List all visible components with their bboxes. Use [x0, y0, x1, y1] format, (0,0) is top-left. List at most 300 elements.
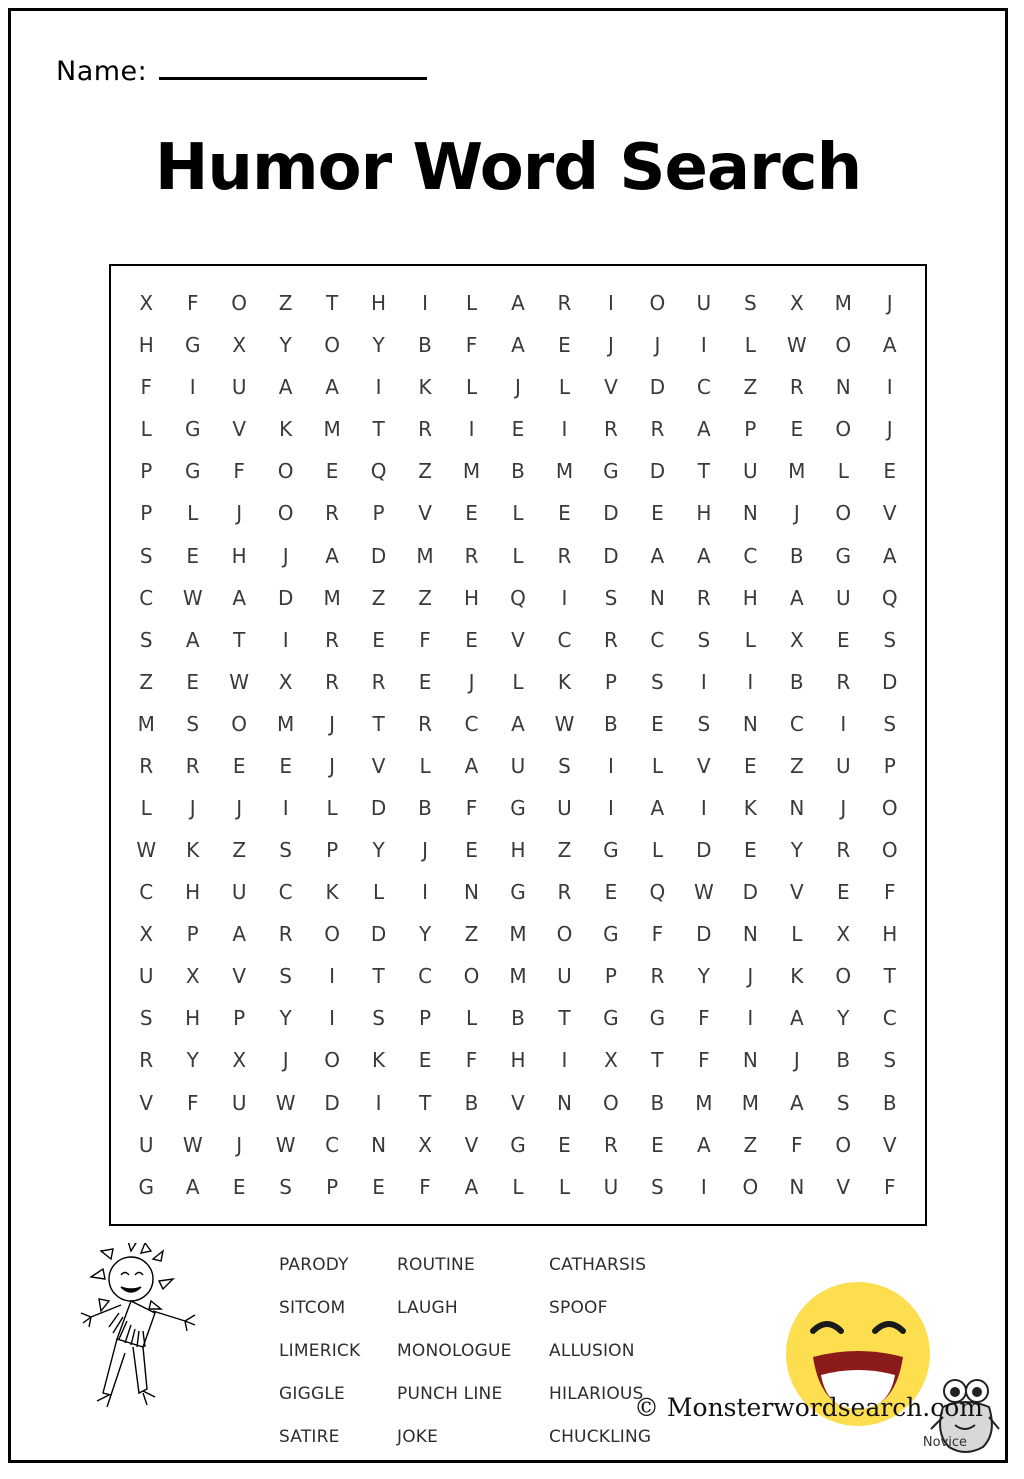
grid-cell[interactable]: E — [883, 459, 897, 484]
grid-cell[interactable]: I — [607, 291, 614, 316]
grid-cell[interactable]: D — [370, 922, 387, 947]
grid-cell[interactable]: D — [696, 922, 712, 947]
grid-cell[interactable]: O — [277, 501, 294, 526]
grid-cell[interactable]: R — [557, 291, 572, 316]
grid-cell[interactable]: R — [836, 838, 851, 863]
grid-cell[interactable]: W — [786, 333, 807, 358]
grid-cell[interactable]: J — [840, 795, 847, 820]
grid-cell[interactable]: D — [882, 669, 898, 694]
grid-cell[interactable]: A — [464, 753, 479, 778]
word-list-item[interactable]: PARODY — [279, 1254, 349, 1275]
grid-cell[interactable]: R — [278, 922, 293, 947]
grid-cell[interactable]: W — [229, 669, 250, 694]
grid-cell[interactable]: Y — [790, 838, 803, 863]
grid-cell[interactable]: U — [603, 1174, 619, 1199]
grid-cell[interactable]: F — [698, 1006, 710, 1031]
grid-cell[interactable]: E — [465, 627, 478, 652]
grid-cell[interactable]: M — [137, 711, 155, 736]
grid-cell[interactable]: E — [744, 838, 757, 863]
grid-cell[interactable]: V — [139, 1090, 154, 1115]
grid-cell[interactable]: B — [789, 669, 804, 694]
grid-cell[interactable]: O — [835, 333, 852, 358]
grid-cell[interactable]: C — [139, 880, 154, 905]
word-list-item[interactable]: LAUGH — [397, 1297, 458, 1318]
grid-cell[interactable]: A — [185, 1174, 200, 1199]
grid-cell[interactable]: A — [697, 417, 711, 442]
grid-cell[interactable]: I — [747, 669, 754, 694]
grid-cell[interactable]: D — [696, 838, 712, 863]
grid-cell[interactable]: P — [186, 922, 199, 947]
grid-cell[interactable]: U — [138, 1132, 154, 1157]
grid-cell[interactable]: H — [463, 585, 480, 610]
grid-cell[interactable]: A — [511, 291, 525, 316]
grid-cell[interactable]: Y — [372, 333, 385, 358]
grid-cell[interactable]: P — [604, 964, 617, 989]
grid-cell[interactable]: I — [468, 417, 475, 442]
grid-cell[interactable]: I — [607, 753, 614, 778]
grid-cell[interactable]: O — [649, 291, 666, 316]
grid-cell[interactable]: S — [372, 1006, 385, 1031]
grid-cell[interactable]: S — [558, 753, 571, 778]
grid-cell[interactable]: J — [515, 375, 521, 400]
grid-cell[interactable]: S — [139, 543, 153, 568]
grid-cell[interactable]: T — [418, 1090, 432, 1115]
grid-cell[interactable]: X — [604, 1048, 618, 1073]
grid-cell[interactable]: F — [186, 1090, 199, 1115]
grid-cell[interactable]: O — [231, 291, 248, 316]
grid-cell[interactable]: O — [463, 964, 480, 989]
grid-cell[interactable]: J — [329, 711, 336, 736]
grid-cell[interactable]: L — [512, 501, 524, 526]
word-list-item[interactable]: HILARIOUS — [549, 1383, 644, 1404]
grid-cell[interactable]: K — [325, 880, 339, 905]
grid-cell[interactable]: S — [883, 711, 897, 736]
grid-cell[interactable]: N — [742, 501, 758, 526]
grid-cell[interactable]: O — [324, 333, 340, 358]
grid-cell[interactable]: L — [140, 795, 152, 820]
grid-cell[interactable]: V — [697, 753, 711, 778]
grid-cell[interactable]: M — [323, 585, 341, 610]
grid-cell[interactable]: N — [649, 585, 665, 610]
grid-cell[interactable]: U — [696, 291, 712, 316]
grid-cell[interactable]: L — [465, 1006, 478, 1031]
grid-cell[interactable]: Y — [186, 1048, 199, 1073]
grid-cell[interactable]: E — [465, 501, 478, 526]
grid-cell[interactable]: X — [139, 922, 154, 947]
grid-cell[interactable]: A — [325, 543, 339, 568]
grid-cell[interactable]: Z — [743, 1132, 758, 1157]
grid-cell[interactable]: J — [654, 333, 661, 358]
grid-cell[interactable]: X — [232, 333, 247, 358]
grid-cell[interactable]: I — [747, 1006, 754, 1031]
grid-cell[interactable]: C — [743, 543, 758, 568]
grid-cell[interactable]: I — [700, 669, 707, 694]
grid-cell[interactable]: U — [231, 375, 247, 400]
grid-cell[interactable]: W — [136, 838, 157, 863]
grid-cell[interactable]: E — [744, 753, 757, 778]
grid-cell[interactable]: B — [418, 333, 432, 358]
grid-cell[interactable]: X — [789, 627, 804, 652]
grid-cell[interactable]: D — [370, 543, 387, 568]
grid-cell[interactable]: U — [138, 964, 154, 989]
grid-cell[interactable]: S — [697, 711, 711, 736]
grid-cell[interactable]: X — [836, 922, 851, 947]
grid-cell[interactable]: Q — [881, 585, 898, 610]
grid-cell[interactable]: D — [649, 375, 666, 400]
grid-cell[interactable]: M — [462, 459, 481, 484]
grid-cell[interactable]: J — [236, 795, 243, 820]
grid-cell[interactable]: U — [510, 753, 526, 778]
grid-cell[interactable]: W — [275, 1090, 296, 1115]
grid-cell[interactable]: N — [742, 711, 758, 736]
grid-cell[interactable]: L — [419, 753, 431, 778]
grid-cell[interactable]: C — [464, 711, 479, 736]
grid-cell[interactable]: F — [883, 1174, 896, 1199]
grid-cell[interactable]: I — [700, 333, 707, 358]
grid-cell[interactable]: R — [603, 627, 618, 652]
grid-cell[interactable]: T — [326, 291, 339, 316]
grid-cell[interactable]: X — [789, 291, 804, 316]
grid-cell[interactable]: S — [279, 964, 292, 989]
grid-cell[interactable]: E — [558, 1132, 571, 1157]
grid-cell[interactable]: M — [416, 543, 434, 568]
grid-cell[interactable]: I — [189, 375, 196, 400]
grid-cell[interactable]: M — [509, 922, 527, 947]
grid-cell[interactable]: Y — [697, 964, 710, 989]
grid-cell[interactable]: R — [603, 1132, 618, 1157]
grid-cell[interactable]: U — [835, 753, 851, 778]
grid-cell[interactable]: C — [650, 627, 665, 652]
grid-cell[interactable]: S — [651, 1174, 664, 1199]
grid-cell[interactable]: R — [789, 375, 804, 400]
grid-cell[interactable]: J — [282, 543, 289, 568]
grid-cell[interactable]: P — [883, 753, 896, 778]
grid-cell[interactable]: I — [329, 964, 336, 989]
grid-cell[interactable]: P — [140, 459, 153, 484]
grid-cell[interactable]: R — [325, 501, 340, 526]
grid-cell[interactable]: T — [372, 711, 385, 736]
grid-cell[interactable]: I — [422, 880, 428, 905]
grid-cell[interactable]: G — [603, 838, 619, 863]
grid-cell[interactable]: L — [744, 627, 756, 652]
grid-cell[interactable]: J — [468, 669, 475, 694]
grid-cell[interactable]: G — [510, 1132, 526, 1157]
grid-cell[interactable]: F — [419, 1174, 431, 1199]
grid-cell[interactable]: O — [835, 417, 852, 442]
grid-cell[interactable]: T — [883, 964, 896, 989]
grid-cell[interactable]: R — [464, 543, 479, 568]
grid-cell[interactable]: N — [371, 1132, 387, 1157]
grid-cell[interactable]: L — [512, 1174, 524, 1199]
grid-cell[interactable]: P — [233, 1006, 246, 1031]
grid-cell[interactable]: J — [422, 838, 428, 863]
word-list-item[interactable]: SATIRE — [279, 1426, 340, 1447]
grid-cell[interactable]: L — [465, 291, 478, 316]
grid-cell[interactable]: I — [561, 417, 568, 442]
grid-cell[interactable]: T — [233, 627, 246, 652]
grid-cell[interactable]: S — [279, 1174, 292, 1199]
grid-cell[interactable]: D — [324, 1090, 340, 1115]
grid-cell[interactable]: H — [185, 880, 201, 905]
grid-cell[interactable]: A — [278, 375, 293, 400]
grid-cell[interactable]: M — [695, 1090, 713, 1115]
grid-cell[interactable]: E — [465, 838, 478, 863]
grid-cell[interactable]: J — [793, 501, 800, 526]
grid-cell[interactable]: G — [138, 1174, 154, 1199]
word-search-grid[interactable] — [109, 264, 927, 1226]
grid-cell[interactable]: N — [556, 1090, 572, 1115]
grid-cell[interactable]: E — [836, 627, 850, 652]
grid-cell[interactable]: J — [607, 333, 614, 358]
grid-cell[interactable]: R — [139, 1048, 154, 1073]
grid-cell[interactable]: O — [881, 838, 898, 863]
grid-cell[interactable]: A — [789, 1006, 804, 1031]
word-list-item[interactable]: ROUTINE — [397, 1254, 475, 1275]
grid-cell[interactable]: Z — [418, 585, 432, 610]
grid-cell[interactable]: K — [743, 795, 757, 820]
grid-cell[interactable]: N — [789, 795, 805, 820]
word-list-item[interactable]: GIGGLE — [279, 1383, 345, 1404]
grid-cell[interactable]: F — [465, 795, 478, 820]
grid-cell[interactable]: I — [607, 795, 614, 820]
grid-cell[interactable]: S — [883, 627, 897, 652]
grid-cell[interactable]: F — [791, 1132, 803, 1157]
grid-cell[interactable]: B — [650, 1090, 665, 1115]
grid-cell[interactable]: O — [324, 922, 340, 947]
grid-cell[interactable]: C — [325, 1132, 340, 1157]
grid-cell[interactable]: Z — [232, 838, 247, 863]
grid-cell[interactable]: B — [464, 1090, 479, 1115]
grid-cell[interactable]: R — [696, 585, 711, 610]
grid-cell[interactable]: S — [139, 1006, 153, 1031]
grid-cell[interactable]: T — [372, 417, 385, 442]
grid-cell[interactable]: O — [277, 459, 294, 484]
grid-cell[interactable]: F — [419, 627, 431, 652]
grid-cell[interactable]: G — [184, 333, 201, 358]
grid-cell[interactable]: H — [231, 543, 247, 568]
grid-cell[interactable]: F — [186, 291, 199, 316]
word-list-item[interactable]: SITCOM — [279, 1297, 346, 1318]
grid-cell[interactable]: L — [837, 459, 849, 484]
grid-cell[interactable]: T — [651, 1048, 664, 1073]
grid-cell[interactable]: N — [742, 1048, 758, 1073]
grid-cell[interactable]: G — [649, 1006, 666, 1031]
grid-cell[interactable]: L — [744, 333, 756, 358]
grid-cell[interactable]: M — [277, 711, 295, 736]
grid-cell[interactable]: R — [603, 417, 618, 442]
grid-cell[interactable]: I — [282, 795, 289, 820]
grid-cell[interactable]: L — [512, 669, 524, 694]
name-input-blank[interactable] — [159, 51, 427, 80]
grid-cell[interactable]: S — [883, 1048, 897, 1073]
grid-cell[interactable]: U — [743, 459, 758, 484]
grid-cell[interactable]: M — [323, 417, 341, 442]
grid-cell[interactable]: G — [603, 922, 619, 947]
grid-cell[interactable]: R — [371, 669, 386, 694]
grid-cell[interactable]: X — [278, 669, 293, 694]
grid-cell[interactable]: V — [882, 501, 897, 526]
grid-cell[interactable]: J — [793, 1048, 800, 1073]
grid-cell[interactable]: D — [603, 501, 619, 526]
grid-cell[interactable]: Z — [418, 459, 432, 484]
grid-cell[interactable]: E — [279, 753, 292, 778]
grid-cell[interactable]: E — [372, 1174, 385, 1199]
grid-cell[interactable]: Y — [279, 1006, 292, 1031]
grid-cell[interactable]: I — [700, 1174, 707, 1199]
grid-cell[interactable]: C — [557, 627, 572, 652]
grid-cell[interactable]: F — [651, 922, 664, 947]
grid-cell[interactable]: Q — [649, 880, 666, 905]
grid-cell[interactable]: E — [418, 669, 432, 694]
grid-cell[interactable]: L — [187, 501, 199, 526]
grid-cell[interactable]: X — [418, 1132, 432, 1157]
grid-cell[interactable]: F — [140, 375, 152, 400]
grid-cell[interactable]: N — [742, 922, 758, 947]
grid-cell[interactable]: O — [881, 795, 898, 820]
grid-cell[interactable]: G — [603, 459, 619, 484]
grid-cell[interactable]: E — [232, 753, 246, 778]
grid-cell[interactable]: I — [422, 291, 428, 316]
grid-cell[interactable]: Q — [370, 459, 387, 484]
grid-cell[interactable]: M — [741, 1090, 759, 1115]
grid-cell[interactable]: C — [139, 585, 154, 610]
grid-cell[interactable]: A — [511, 333, 525, 358]
grid-cell[interactable]: J — [329, 753, 336, 778]
grid-cell[interactable]: E — [418, 1048, 432, 1073]
grid-cell[interactable]: M — [834, 291, 852, 316]
grid-cell[interactable]: N — [464, 880, 479, 905]
grid-cell[interactable]: S — [743, 291, 757, 316]
grid-cell[interactable]: I — [840, 711, 847, 736]
grid-cell[interactable]: B — [511, 459, 525, 484]
grid-cell[interactable]: J — [747, 964, 754, 989]
grid-cell[interactable]: F — [465, 1048, 478, 1073]
grid-cell[interactable]: J — [236, 501, 243, 526]
grid-cell[interactable]: S — [651, 669, 664, 694]
grid-cell[interactable]: G — [184, 459, 201, 484]
grid-cell[interactable]: V — [464, 1132, 479, 1157]
word-list-item[interactable]: CHUCKLING — [549, 1426, 652, 1447]
grid-cell[interactable]: B — [604, 711, 618, 736]
grid-cell[interactable]: W — [554, 711, 575, 736]
grid-cell[interactable]: D — [649, 459, 666, 484]
grid-cell[interactable]: S — [279, 838, 292, 863]
grid-cell[interactable]: W — [182, 1132, 203, 1157]
grid-cell[interactable]: Y — [372, 838, 385, 863]
grid-cell[interactable]: X — [139, 291, 154, 316]
grid-cell[interactable]: D — [277, 585, 294, 610]
grid-cell[interactable]: C — [696, 375, 711, 400]
grid-cell[interactable]: E — [325, 459, 339, 484]
grid-cell[interactable]: E — [511, 417, 525, 442]
grid-cell[interactable]: A — [697, 1132, 711, 1157]
grid-cell[interactable]: A — [882, 543, 897, 568]
grid-cell[interactable]: G — [835, 543, 852, 568]
grid-cell[interactable]: E — [651, 1132, 664, 1157]
grid-cell[interactable]: I — [886, 375, 893, 400]
grid-cell[interactable]: K — [790, 964, 804, 989]
grid-cell[interactable]: B — [789, 543, 804, 568]
grid-cell[interactable]: B — [882, 1090, 897, 1115]
grid-cell[interactable]: A — [232, 585, 247, 610]
grid-cell[interactable]: A — [789, 585, 804, 610]
grid-cell[interactable]: D — [742, 880, 759, 905]
word-list-item[interactable]: ALLUSION — [549, 1340, 635, 1361]
grid-cell[interactable]: A — [789, 1090, 804, 1115]
grid-cell[interactable]: T — [558, 1006, 571, 1031]
grid-cell[interactable]: B — [418, 795, 432, 820]
grid-cell[interactable]: V — [232, 964, 247, 989]
grid-cell[interactable]: M — [788, 459, 806, 484]
grid-cell[interactable]: T — [372, 964, 385, 989]
grid-cell[interactable]: Z — [371, 585, 386, 610]
grid-cell[interactable]: W — [275, 1132, 296, 1157]
grid-cell[interactable]: K — [186, 838, 200, 863]
grid-cell[interactable]: B — [511, 1006, 525, 1031]
grid-cell[interactable]: F — [233, 459, 245, 484]
grid-cell[interactable]: P — [372, 501, 385, 526]
grid-cell[interactable]: O — [324, 1048, 340, 1073]
grid-cell[interactable]: I — [375, 1090, 382, 1115]
grid-cell[interactable]: I — [561, 1048, 568, 1073]
grid-cell[interactable]: A — [882, 333, 897, 358]
grid-cell[interactable]: V — [882, 1132, 897, 1157]
grid-cell[interactable]: R — [650, 417, 665, 442]
grid-cell[interactable]: S — [604, 585, 618, 610]
grid-cell[interactable]: A — [325, 375, 339, 400]
grid-cell[interactable]: R — [557, 880, 572, 905]
grid-cell[interactable]: R — [557, 543, 572, 568]
grid-cell[interactable]: E — [836, 880, 850, 905]
grid-cell[interactable]: M — [555, 459, 574, 484]
grid-cell[interactable]: J — [886, 291, 893, 316]
grid-cell[interactable]: V — [836, 1174, 851, 1199]
grid-cell[interactable]: S — [139, 627, 153, 652]
grid-cell[interactable]: V — [371, 753, 386, 778]
grid-cell[interactable]: E — [186, 543, 200, 568]
grid-cell[interactable]: P — [326, 838, 339, 863]
grid-cell[interactable]: A — [511, 711, 525, 736]
grid-cell[interactable]: G — [510, 880, 526, 905]
grid-cell[interactable]: V — [604, 375, 618, 400]
grid-cell[interactable]: U — [231, 1090, 247, 1115]
grid-cell[interactable]: R — [185, 753, 200, 778]
grid-cell[interactable]: R — [650, 964, 665, 989]
grid-cell[interactable]: P — [604, 669, 617, 694]
grid-cell[interactable]: S — [186, 711, 200, 736]
grid-cell[interactable]: U — [835, 585, 851, 610]
grid-cell[interactable]: W — [693, 880, 714, 905]
grid-cell[interactable]: E — [558, 501, 571, 526]
grid-cell[interactable]: I — [329, 1006, 336, 1031]
grid-cell[interactable]: V — [511, 1090, 525, 1115]
grid-cell[interactable]: E — [558, 333, 571, 358]
grid-cell[interactable]: C — [418, 964, 433, 989]
grid-cell[interactable]: Z — [464, 922, 479, 947]
word-list-item[interactable]: PUNCH LINE — [397, 1383, 503, 1404]
grid-cell[interactable]: P — [419, 1006, 432, 1031]
grid-cell[interactable]: A — [185, 627, 200, 652]
grid-cell[interactable]: B — [836, 1048, 851, 1073]
grid-cell[interactable]: L — [558, 375, 571, 400]
grid-cell[interactable]: O — [231, 711, 248, 736]
grid-cell[interactable]: S — [836, 1090, 850, 1115]
grid-cell[interactable]: J — [236, 1132, 243, 1157]
grid-cell[interactable]: Z — [557, 838, 572, 863]
grid-cell[interactable]: H — [185, 1006, 201, 1031]
grid-cell[interactable]: V — [418, 501, 432, 526]
grid-cell[interactable]: C — [789, 711, 804, 736]
